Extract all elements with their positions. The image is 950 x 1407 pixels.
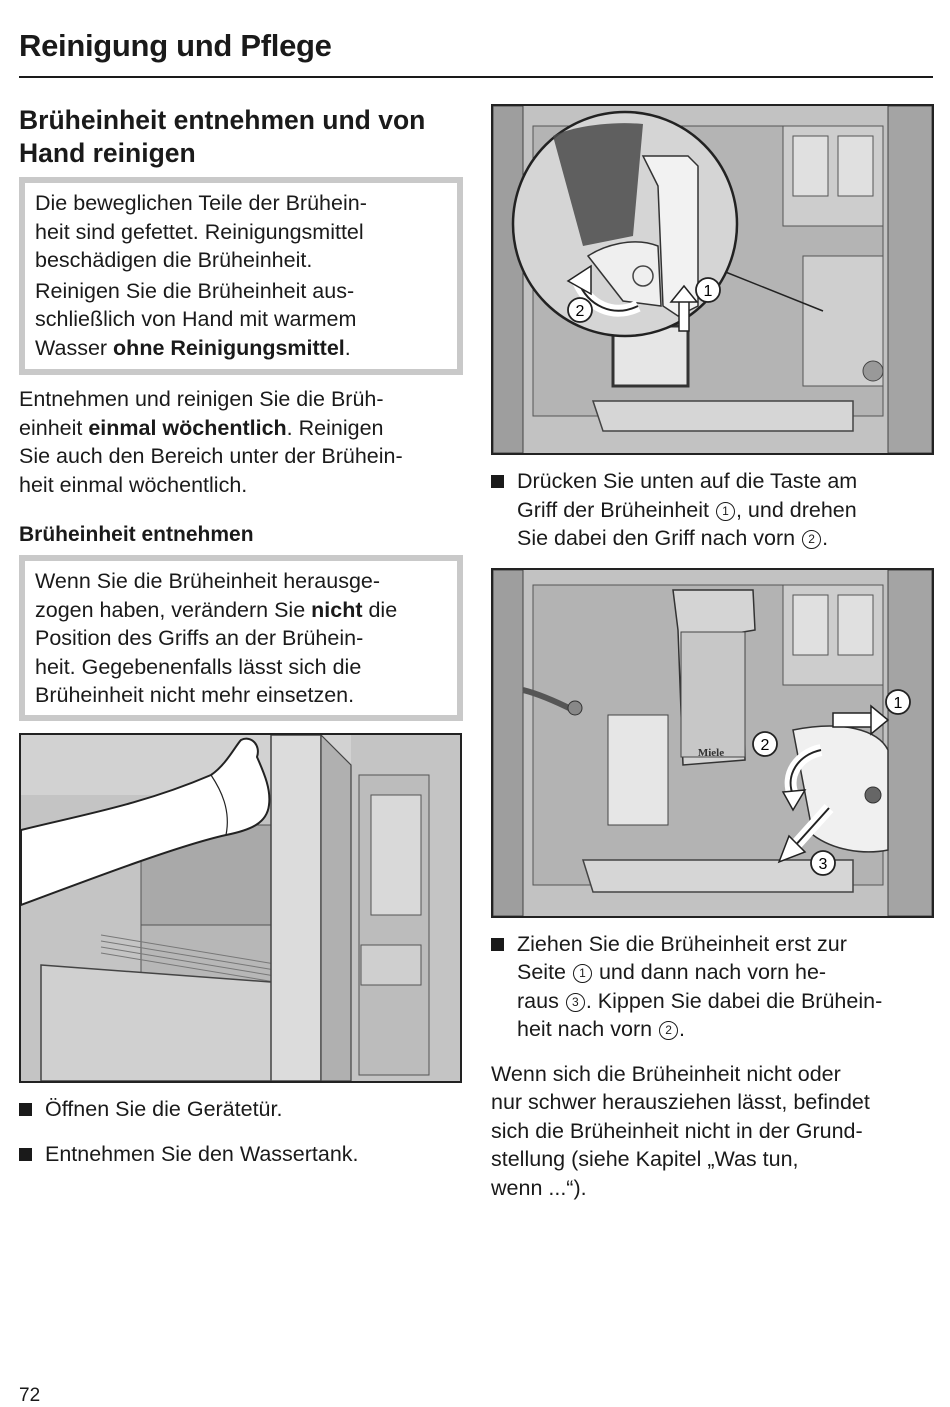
circled-number-3: 3 [566,993,585,1012]
marker-label-1: 1 [703,283,713,300]
note-paragraph: Wenn sich die Brüheinheit nicht oder nur schwer herausziehen lässt, befindet sich die Brüheinheit nicht in der Grund- stellung (siehe Kapitel „Was tun, wenn ...“). [491,1061,870,1200]
warning-box-grease [19,177,463,375]
step-remove-water-tank: Entnehmen Sie den Wassertank. [19,1140,463,1169]
step-pull-out-brew-unit: Ziehen Sie die Brüheinheit erst zur Seite 1 und dann nach vorn he- raus 3 . Kippen Sie dabei die Brühein- heit nach vorn 2 . [491,930,933,1044]
subsection-title: Brüheinheit entnehmen [19,523,254,546]
warning-paragraph-2: Reinigen Sie die Brüheinheit aus- schließlich von Hand mit warmem Wasser ohne Reinigungsmittel. [35,278,357,360]
marker-label-2-fig3: 2 [760,736,770,754]
steps-right-1 [491,467,933,553]
section-title [19,104,463,170]
warning-paragraph-1: Die beweglichen Teile der Brühein- heit sind gefettet. Reinigungsmittel beschädigen die Brüheinheit. [35,191,367,272]
circled-number-1-b: 1 [573,964,592,983]
page-number: 72 [19,1385,41,1406]
circled-number-2: 2 [802,530,821,549]
circled-number-2-b: 2 [659,1021,678,1040]
step-open-door: Öffnen Sie die Gerätetür. [19,1095,463,1124]
right-column [491,104,933,1202]
marker-2-circle [568,298,592,322]
figure-open-door [19,733,462,1083]
circled-number-1: 1 [716,502,735,521]
emphasis-not: nicht [311,597,363,622]
page-header [19,28,933,64]
marker-label-2: 2 [575,303,585,320]
header-rule [19,76,933,78]
section-title-line-2: Hand reinigen [19,138,196,168]
steps-right-2 [491,930,933,1044]
marker-1-circle [696,278,720,302]
section-title-line-1: Brüheinheit entnehmen und von [19,105,426,135]
warning-box-handle [19,555,463,721]
page-title: Reinigung und Pflege [19,28,332,63]
illustration-turn-handle [493,106,932,453]
miele-logo: Miele [697,746,725,759]
marker-2-circle-fig3 [753,732,777,756]
left-column [19,104,463,1168]
marker-1-circle-fig3 [886,690,910,714]
figure-pull-out-unit [491,568,934,918]
marker-label-3-fig3: 3 [818,855,828,873]
illustration-pull-out-unit [493,570,932,916]
step-press-button-turn-handle: Drücken Sie unten auf die Taste am Griff der Brüheinheit 1 , und drehen Sie dabei den Griff nach vorn 2 . [491,467,933,553]
emphasis-weekly: einmal wöchentlich [88,415,287,440]
marker-3-circle-fig3 [811,851,835,875]
marker-label-1-fig3: 1 [893,694,903,712]
intro-paragraph: Entnehmen und reinigen Sie die Brüh- einheit einmal wöchentlich. Reinigen Sie auch den Bereich unter der Brühein- heit einmal wöchentlich. [19,387,403,497]
emphasis-no-detergent: ohne Reinigungsmittel [113,335,345,360]
illustration-open-door [21,735,460,1081]
steps-left [19,1095,463,1168]
warning-handle-paragraph: Wenn Sie die Brüheinheit herausge- zogen haben, verändern Sie nicht die Position des Griffs an der Brühein- heit. Gegebenenfalls lässt sich die Brüheinheit nicht mehr einsetzen. [35,569,398,707]
figure-turn-handle [491,104,934,455]
